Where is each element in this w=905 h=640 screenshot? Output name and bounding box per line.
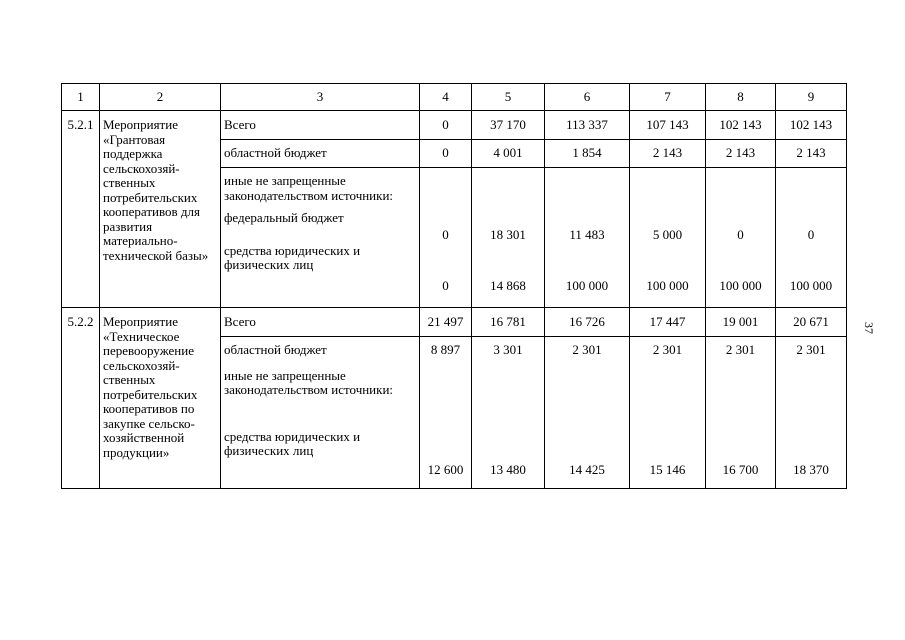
value-cell: [420, 168, 472, 308]
value-cell: [630, 337, 706, 489]
legal-value: 0: [442, 277, 449, 293]
legal-value: 100 000: [565, 277, 609, 293]
value-cell: [420, 337, 472, 489]
budget-table: [61, 83, 847, 489]
header-cell: 5: [472, 84, 545, 111]
item-code: 5.2.2: [62, 308, 100, 489]
legal-value: 16 700: [722, 461, 759, 477]
header-cell: 8: [706, 84, 776, 111]
header-cell: 1: [62, 84, 100, 111]
value-cell: 1 854: [545, 140, 630, 168]
federal-budget-label: федеральный бюджет: [224, 210, 344, 225]
value-cell: 37 170: [472, 111, 545, 140]
value-cell: 20 671: [776, 308, 847, 337]
federal-value: 0: [737, 227, 744, 242]
header-cell: 3: [221, 84, 420, 111]
value-cell: [472, 168, 545, 308]
value-cell: 102 143: [776, 111, 847, 140]
value-cell: [776, 168, 847, 308]
legal-value: 14 425: [569, 461, 605, 477]
value-cell: 4 001: [472, 140, 545, 168]
value-cell: 113 337: [545, 111, 630, 140]
header-cell: 6: [545, 84, 630, 111]
federal-value: 11 483: [569, 227, 605, 242]
federal-value: 0: [442, 227, 449, 242]
regional-value: 2 301: [725, 342, 756, 357]
value-cell: 107 143: [630, 111, 706, 140]
legal-value: 14 868: [490, 277, 526, 293]
legal-value: 18 370: [793, 461, 829, 477]
federal-value: 0: [807, 227, 815, 242]
value-cell: [545, 168, 630, 308]
source-label: областной бюджет: [221, 140, 420, 168]
item-code: 5.2.1: [62, 111, 100, 308]
value-cell: [472, 337, 545, 489]
source-cell-regional-other: [221, 337, 420, 489]
value-cell: 2 143: [706, 140, 776, 168]
federal-value: 5 000: [652, 227, 683, 242]
regional-budget-label: областной бюджет: [224, 342, 327, 357]
value-cell: [706, 337, 776, 489]
value-cell: 0: [420, 140, 472, 168]
value-cell: 102 143: [706, 111, 776, 140]
regional-value: 2 301: [572, 342, 602, 357]
header-cell: 2: [100, 84, 221, 111]
value-cell: [776, 337, 847, 489]
other-sources-label: иные не запрещенные законодательством источники:: [224, 173, 394, 203]
value-cell: 17 447: [630, 308, 706, 337]
page-number: 37: [862, 322, 876, 334]
item-title: Мероприятие «Техническое перевооружение сельскохозяй-ственных потребительских кооперативов по закупке сельско-хозяйственной продукции»: [100, 308, 221, 489]
header-cell: 4: [420, 84, 472, 111]
source-label: Всего: [221, 111, 420, 140]
regional-value: 8 897: [430, 342, 461, 357]
value-cell: 16 781: [472, 308, 545, 337]
value-cell: [630, 168, 706, 308]
value-cell: 0: [420, 111, 472, 140]
value-cell: [706, 168, 776, 308]
legal-entities-label: средства юридических и физических лиц: [224, 428, 361, 458]
value-cell: 2 143: [776, 140, 847, 168]
value-cell: [545, 337, 630, 489]
value-cell: 2 143: [630, 140, 706, 168]
table-row: [62, 111, 847, 140]
legal-value: 100 000: [719, 277, 762, 293]
source-label: Всего: [221, 308, 420, 337]
federal-value: 18 301: [490, 227, 526, 242]
legal-value: 12 600: [427, 461, 464, 477]
legal-value: 100 000: [789, 277, 833, 293]
other-sources-label: иные не запрещенные законодательством источники:: [224, 367, 394, 397]
value-cell: 16 726: [545, 308, 630, 337]
legal-value: 13 480: [490, 461, 526, 477]
regional-value: 2 301: [652, 342, 683, 357]
value-cell: 19 001: [706, 308, 776, 337]
header-cell: 7: [630, 84, 706, 111]
table-header-row: [62, 84, 847, 111]
header-cell: 9: [776, 84, 847, 111]
legal-value: 100 000: [646, 277, 689, 293]
item-title: Мероприятие «Грантовая поддержка сельскохозяй-ственных потребительских кооперативов для развития материально-технической базы»: [100, 111, 221, 308]
legal-entities-label: средства юридических и физических лиц: [224, 242, 361, 272]
table-row: [62, 308, 847, 337]
legal-value: 15 146: [649, 461, 686, 477]
source-cell-other: [221, 168, 420, 308]
regional-value: 3 301: [493, 342, 523, 357]
regional-value: 2 301: [796, 342, 826, 357]
value-cell: 21 497: [420, 308, 472, 337]
